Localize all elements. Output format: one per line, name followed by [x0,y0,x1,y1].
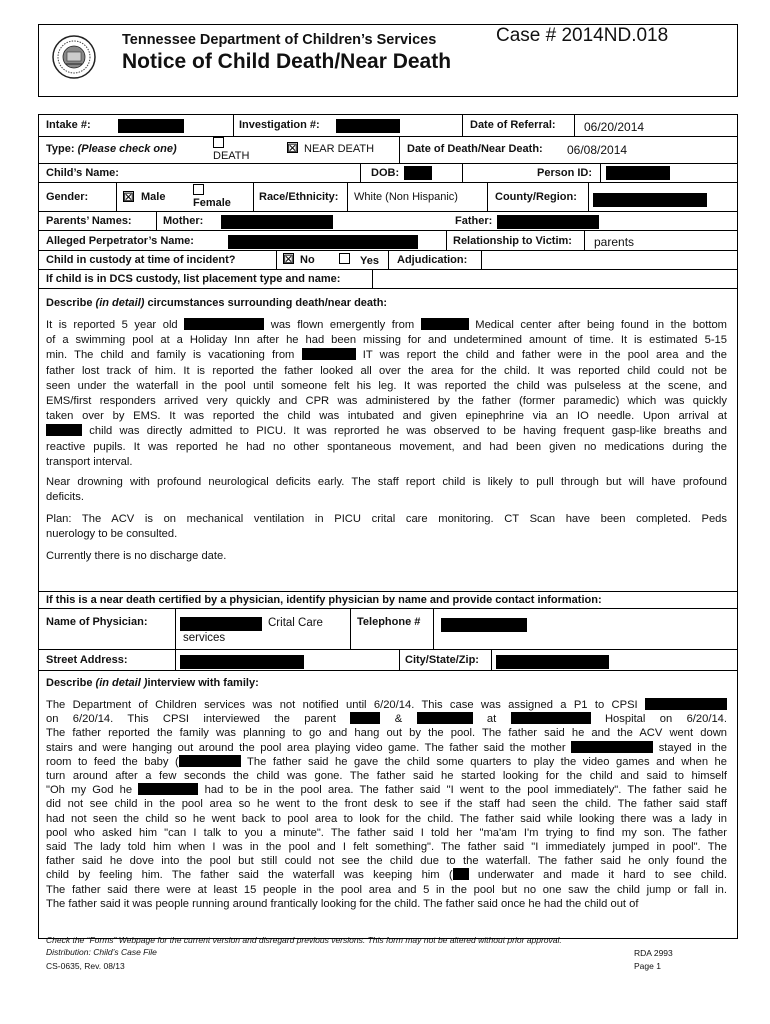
paragraph-text: child by feeling him. The father said the waterfall was keeping him ( [46,869,453,882]
paragraph-line [46,409,727,424]
child-name-label: Child’s Name: [46,167,119,179]
paragraph-text: underwater and made it hard to see child. [468,869,727,882]
case-number: Case # 2014ND.018 [496,25,669,46]
row-line [38,591,738,592]
paragraph-line [46,712,727,726]
type-hint: (Please check one) [77,143,177,155]
paragraph-text: Hospital on 6/20/14. [590,713,727,726]
paragraph-text: The father reported the family was planning to go and hang out by the pool. The father said he and the ACV went down [46,727,727,740]
near-death-option-label: NEAR DEATH [304,143,375,155]
relationship-value: parents [594,235,635,249]
cell-divider [175,649,176,670]
street-address-label: Street Address: [46,654,128,666]
interview-heading-em: (in detail ) [95,677,148,689]
father-label: Father: [455,215,493,227]
paragraph-line [46,854,727,868]
female-option-label: Female [193,197,231,209]
paragraph-line [46,826,727,840]
cell-divider [491,649,492,670]
adjudication-label: Adjudication: [397,254,468,266]
paragraph-text: & [380,713,417,726]
race-label: Race/Ethnicity: [259,191,339,203]
cell-divider [399,649,400,670]
paragraph-text: The father said it was people running around frantically looking for the child. The father said once he had the child out of [46,897,639,910]
footer-page-number: Page 1 [634,961,661,971]
paragraph-line [46,812,727,826]
paragraph-text: pool who asked him "can I talk to you a minute". The father said I told her "ma'am I'm trying to find my son. The father [46,826,727,839]
death-date-value: 06/08/2014 [567,143,628,157]
near-death-check-mark: ⊠ [287,140,298,155]
row-line [38,211,738,212]
paragraph-text: seen under the waterfall in the pool until someone felt his leg. It was reported the child was pulseless at the scene, and [46,379,727,392]
paragraph-text: Medical center after being found in the bottom [468,319,727,331]
paragraph-line [46,394,727,409]
redaction [606,166,670,180]
paragraph-line [46,490,727,505]
redaction [180,655,304,669]
redaction [441,618,527,632]
paragraph-line [46,783,727,797]
physician-heading: If this is a near death certified by a physician, identify physician by name and provide contact information: [46,594,602,606]
paragraph-text: was flown emergently from [264,319,421,331]
paragraph-line [46,364,727,379]
telephone-label: Telephone # [357,616,421,628]
paragraph-text: stayed in the [653,741,727,754]
intake-label: Intake #: [46,119,91,131]
paragraph-text: It is reported 5 year old [46,319,185,331]
gender-label: Gender: [46,191,89,203]
cell-divider [574,114,575,136]
cell-divider [462,163,463,182]
paragraph-text: "Oh my God he [46,784,139,797]
cell-divider [360,163,361,182]
paragraph-text: IT was report the child and father were in the pool area and the [355,349,727,362]
footer-rda: RDA 2993 [634,948,673,958]
redaction [571,741,653,753]
yes-option-label: Yes [360,255,379,267]
paragraph-text: min. The child and family is vacationing from [46,349,302,362]
male-check-mark: ⊠ [123,189,134,204]
redaction [228,235,418,249]
cell-divider [462,114,463,136]
paragraph-text: had not seen the child so he went back to pool area to look for the child. The father said while looking there was a lady in [46,812,727,825]
state-seal-logo [51,34,97,85]
relationship-label: Relationship to Victim: [453,235,572,247]
cell-divider [388,250,389,269]
circumstances-paragraph-3 [46,512,727,542]
no-option-label: No [300,254,315,266]
redaction [336,119,400,133]
city-state-zip-label: City/State/Zip: [405,654,479,666]
paragraph-line [46,440,727,455]
paragraph-text: stairs and were hanging out around the pool area playing video game. The father said the mother [46,741,572,754]
redaction [46,424,82,436]
paragraph-line [46,698,727,712]
paragraph-text: father lost track of him. It is reported the father looked all over the area for the child. It was reported child could not be [46,364,727,377]
paragraph-line [46,455,727,470]
paragraph-line [46,797,727,811]
paragraph-text: The father said there were at least 15 people in the pool area and 5 in the pool but no one saw the child jump or fall in. [46,883,727,896]
custody-label: Child in custody at time of incident? [46,254,236,266]
cell-divider [588,182,589,211]
redaction [404,166,432,180]
paragraph-text: taken over by EMS. It was reported the child was intubated and given epinephrine via an IO needle. Upon arrival at [46,410,727,423]
circumstances-heading-post: circumstances surrounding death/near death: [144,297,388,309]
row-line [38,163,738,164]
row-line [38,649,738,650]
paragraph-text: of a swimming pool at a Holiday Inn after he had been missing for and undetermined amount of time. It is estimated 5-15 [46,334,727,347]
paragraph-text: had to be in the pool area. The father said "I went to the pool immediately". The father said he [198,784,727,797]
paragraph-text: at [472,713,511,726]
female-checkbox[interactable] [193,184,204,195]
paragraph-line [46,755,727,769]
paragraph-line [46,379,727,394]
cell-divider [233,114,234,136]
redaction [645,698,727,710]
type-label [46,143,177,155]
circumstances-heading-pre: Describe [46,297,96,309]
county-label: County/Region: [495,191,577,203]
interview-heading-pre: Describe [46,677,96,689]
paragraph-line [46,318,727,333]
redaction [593,193,707,207]
parents-label: Parents’ Names: [46,215,132,227]
referral-date-label: Date of Referral: [470,119,556,131]
redaction [118,119,184,133]
paragraph-text: did not see child in the pool area so he went to the front desk to see if the staff had seen the child. The father said staff [46,798,727,811]
paragraph-text: turn around after a few seconds the child was gone. The father said he started looking for the child and said to himself [46,770,727,783]
paragraph-line [46,424,727,439]
paragraph-text: reactive pupils. It was reported he had no other spontaneous movement, and had been given no medications during the [46,440,727,453]
paragraph-line [46,741,727,755]
circumstances-heading-em: (in detail) [95,297,145,309]
redaction [180,617,262,631]
paragraph-line [46,868,727,882]
cell-divider [116,182,117,211]
paragraph-line [46,333,727,348]
cell-divider [446,230,447,250]
cell-divider [276,250,277,269]
death-checkbox[interactable] [213,137,224,148]
paragraph-text: The father said he gave the child some quarters to play the video games and when he [240,755,727,768]
redaction [453,868,469,880]
no-check-mark: ⊠ [283,251,294,266]
paragraph-text: room to feed the baby ( [46,755,179,768]
redaction [184,318,264,330]
paragraph-line [46,527,727,542]
cell-divider [175,608,176,649]
paragraph-line [46,840,727,854]
redaction [138,783,198,795]
row-line [38,288,738,289]
interview-heading-post: interview with family: [147,677,259,689]
paragraph-line [46,475,727,490]
redaction [497,215,599,229]
paragraph-line [46,897,727,911]
paragraph-text: on 6/20/14. This CPSI interviewed the parent [46,713,351,726]
dob-label: DOB: [371,167,400,179]
row-line [38,136,738,137]
redaction [179,755,241,767]
paragraph-line: Currently there is no discharge date. [46,550,227,562]
type-label-text: Type: [46,143,78,155]
perpetrator-label: Alleged Perpetrator’s Name: [46,235,194,247]
circumstances-paragraph-1 [46,318,727,470]
paragraph-text: nuerology to be consulted. [46,528,178,541]
paragraph-text: deficits. [46,491,84,504]
redaction [421,318,469,330]
physician-name-label: Name of Physician: [46,616,148,628]
paragraph-line [46,769,727,783]
death-date-label: Date of Death/Near Death: [407,143,543,155]
yes-checkbox[interactable] [339,253,350,264]
paragraph-line [46,348,727,363]
interview-heading [46,677,259,689]
race-value: White (Non Hispanic) [354,191,458,203]
row-line [38,182,738,183]
redaction [221,215,333,229]
redaction [496,655,609,669]
cell-divider [487,182,488,211]
referral-date-value: 06/20/2014 [584,120,645,134]
paragraph-line [46,883,727,897]
paragraph-text: said The lady told him when I was in the pool and I felt something". The father said "I immediately jumped in pool". The [46,841,727,854]
cell-divider [347,182,348,211]
row-line [38,269,738,270]
paragraph-text: Near drowning with profound neurological deficits early. The staff report child is likely to pull through but will have profound [46,476,727,488]
row-line [38,608,738,609]
physician-name-value-1: Crital Care [268,617,323,629]
paragraph-text: father said he dove into the pool but still could not see the child due to the waterfall. The father said he only found the [46,855,727,868]
paragraph-text: Plan: The ACV is on mechanical ventilation in PICU crital care monitoring. CT Scan have been completed. Peds [46,513,727,525]
agency-name: Tennessee Department of Children’s Services [122,32,437,48]
redaction [302,348,356,360]
interview-paragraph [46,698,727,911]
mother-label: Mother: [163,215,204,227]
circumstances-paragraph-2 [46,475,727,505]
paragraph-text: child was directly admitted to PICU. It was reprorted he was observed to be having frequent gasp-like breaths and [82,425,727,438]
cell-divider [584,230,585,250]
cell-divider [253,182,254,211]
circumstances-heading [46,297,387,309]
paragraph-text: The Department of Children services was not notified until 6/20/14. This case was assigned a P1 to CPSI [46,699,645,711]
paragraph-line [46,512,727,527]
row-line [38,230,738,231]
paragraph-text: EMS/first responders arrived very quickly and CPR was administered by the father (former paramedic) which was quickly [46,395,727,408]
cell-divider [372,269,373,288]
cell-divider [350,608,351,649]
placement-label: If child is in DCS custody, list placement type and name: [46,273,341,285]
cell-divider [399,136,400,163]
form-title: Notice of Child Death/Near Death [122,50,452,73]
footer-form-number: CS-0635, Rev. 08/13 [46,961,125,971]
person-id-label: Person ID: [537,167,593,179]
cell-divider [156,211,157,230]
footer-note: Check the “Forms” Webpage for the current version and disregard previous versions. This form may not be altered without prior approval. [46,935,562,945]
male-option-label: Male [141,191,166,203]
footer-distribution: Distribution: Child’s Case File [46,947,157,957]
redaction [511,712,591,724]
row-line [38,670,738,671]
cell-divider [600,163,601,182]
redaction [350,712,380,724]
cell-divider [433,608,434,649]
cell-divider [481,250,482,269]
paragraph-line [46,726,727,740]
circumstances-paragraph-4 [46,549,727,564]
redaction [417,712,473,724]
investigation-label: Investigation #: [239,119,320,131]
death-option-label: DEATH [213,150,250,162]
physician-name-value-2: services [183,632,226,644]
paragraph-text: transport interval. [46,455,133,468]
